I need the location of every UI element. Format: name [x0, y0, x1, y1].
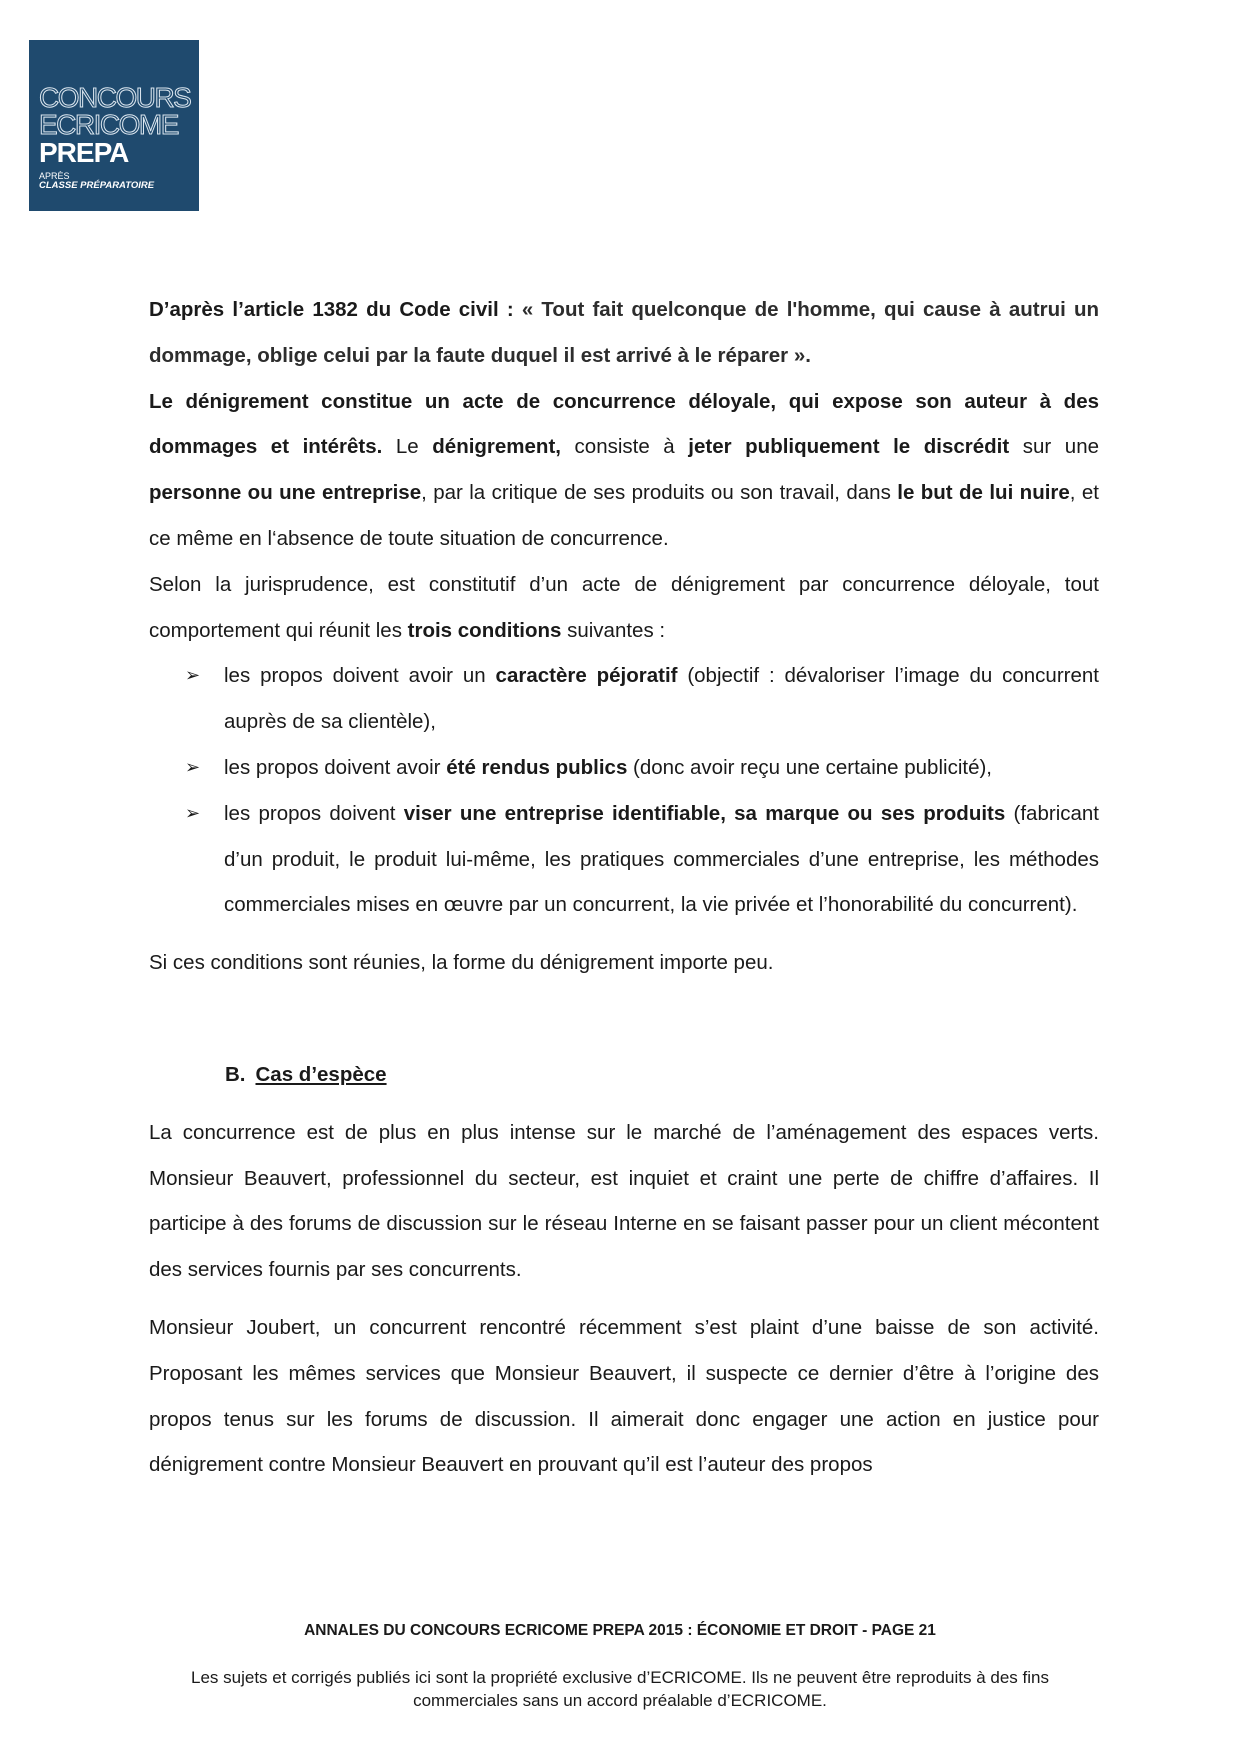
- section-heading: [149, 1052, 1099, 1098]
- paragraph-conclusion: Si ces conditions sont réunies, la forme du dénigrement importe peu.: [149, 951, 774, 975]
- paragraph-definition: Le dénigrement constitue un acte de concurrence déloyale, qui expose son auteur à des dommages et intérêts. Le dénigrement, consiste à jeter publiquement le discrédit sur une personne ou une entreprise, par la critique de ses produits ou son travail, dans le but de lui nuire, et ce même en l‘absence de toute situation de concurrence.: [149, 389, 1100, 550]
- footer-title: ANNALES DU CONCOURS ECRICOME PREPA 2015 : ÉCONOMIE ET DROIT - PAGE 21: [304, 1622, 936, 1639]
- list-item: ➢ les propos doivent avoir un caractère péjoratif (objectif : dévaloriser l’image du concurrent auprès de sa clientèle),: [149, 653, 1099, 745]
- arrowhead-icon: ➢: [185, 802, 201, 824]
- logo-line-concours: CONCOURS: [39, 82, 191, 113]
- section-letter: B.: [225, 1062, 246, 1086]
- section-title: Cas d’espèce: [255, 1062, 387, 1086]
- list-item: ➢ les propos doivent viser une entreprise identifiable, sa marque ou ses produits (fabricant d’un produit, le produit lui-même, les pratiques commerciales d’une entreprise, les méthodes commerciales mises en œuvre par un concurrent, la vie privée et l’honorabilité du concurrent).: [149, 791, 1099, 928]
- paragraph-case-2: Monsieur Joubert, un concurrent rencontré récemment s’est plaint d’une baisse de son activité. Proposant les mêmes services que Monsieur Beauvert, il suspecte ce dernier d’être à l’origine des propos tenus sur les forums de discussion. Il aimerait donc engager une action en justice pour dénigrement contre Monsieur Beauvert en prouvant qu’il est l’auteur des propos: [149, 1315, 1099, 1477]
- footer-copyright-note: Les sujets et corrigés publiés ici sont la propriété exclusive d’ECRICOME. Ils ne peuvent être reproduits à des fins commerciales sans un accord préalable d’ECRICOME.: [191, 1668, 1049, 1710]
- logo-line-classe: CLASSE PRÉPARATOIRE: [39, 180, 155, 191]
- definition-intro: Le dénigrement constitue un acte de concurrence déloyale, qui expose son auteur à des dommages et intérêts.: [149, 389, 1099, 459]
- article-reference: D’après l’article 1382 du Code civil :: [149, 298, 522, 321]
- logo-line-ecricome: ECRICOME: [39, 109, 178, 140]
- paragraph-article-1382: [149, 287, 1099, 379]
- document-body: [149, 287, 1099, 1488]
- article-quote: « Tout fait quelconque de l'homme, qui cause à autrui un dommage, oblige celui par la faute duquel il est arrivé à le réparer ».: [149, 298, 1100, 367]
- logo-line-apres: APRÈS: [39, 171, 70, 181]
- ecricome-logo: [29, 40, 199, 211]
- paragraph-case-1: La concurrence est de plus en plus intense sur le marché de l’aménagement des espaces verts. Monsieur Beauvert, professionnel du secteur, est inquiet et craint une perte de chiffre d’affaires. Il participe à des forums de discussion sur le réseau Interne en se faisant passer pour un client mécontent des services fournis par ses concurrents.: [149, 1120, 1099, 1282]
- conditions-list: [149, 653, 1099, 928]
- list-item: ➢ les propos doivent avoir été rendus publics (donc avoir reçu une certaine publicité),: [149, 745, 1099, 791]
- arrowhead-icon: ➢: [185, 665, 201, 687]
- paragraph-jurisprudence: Selon la jurisprudence, est constitutif d’un acte de dénigrement par concurrence déloyale, tout comportement qui réunit les trois conditions suivantes :: [149, 572, 1099, 642]
- logo-line-prepa: PREPA: [39, 137, 129, 168]
- arrowhead-icon: ➢: [185, 756, 201, 778]
